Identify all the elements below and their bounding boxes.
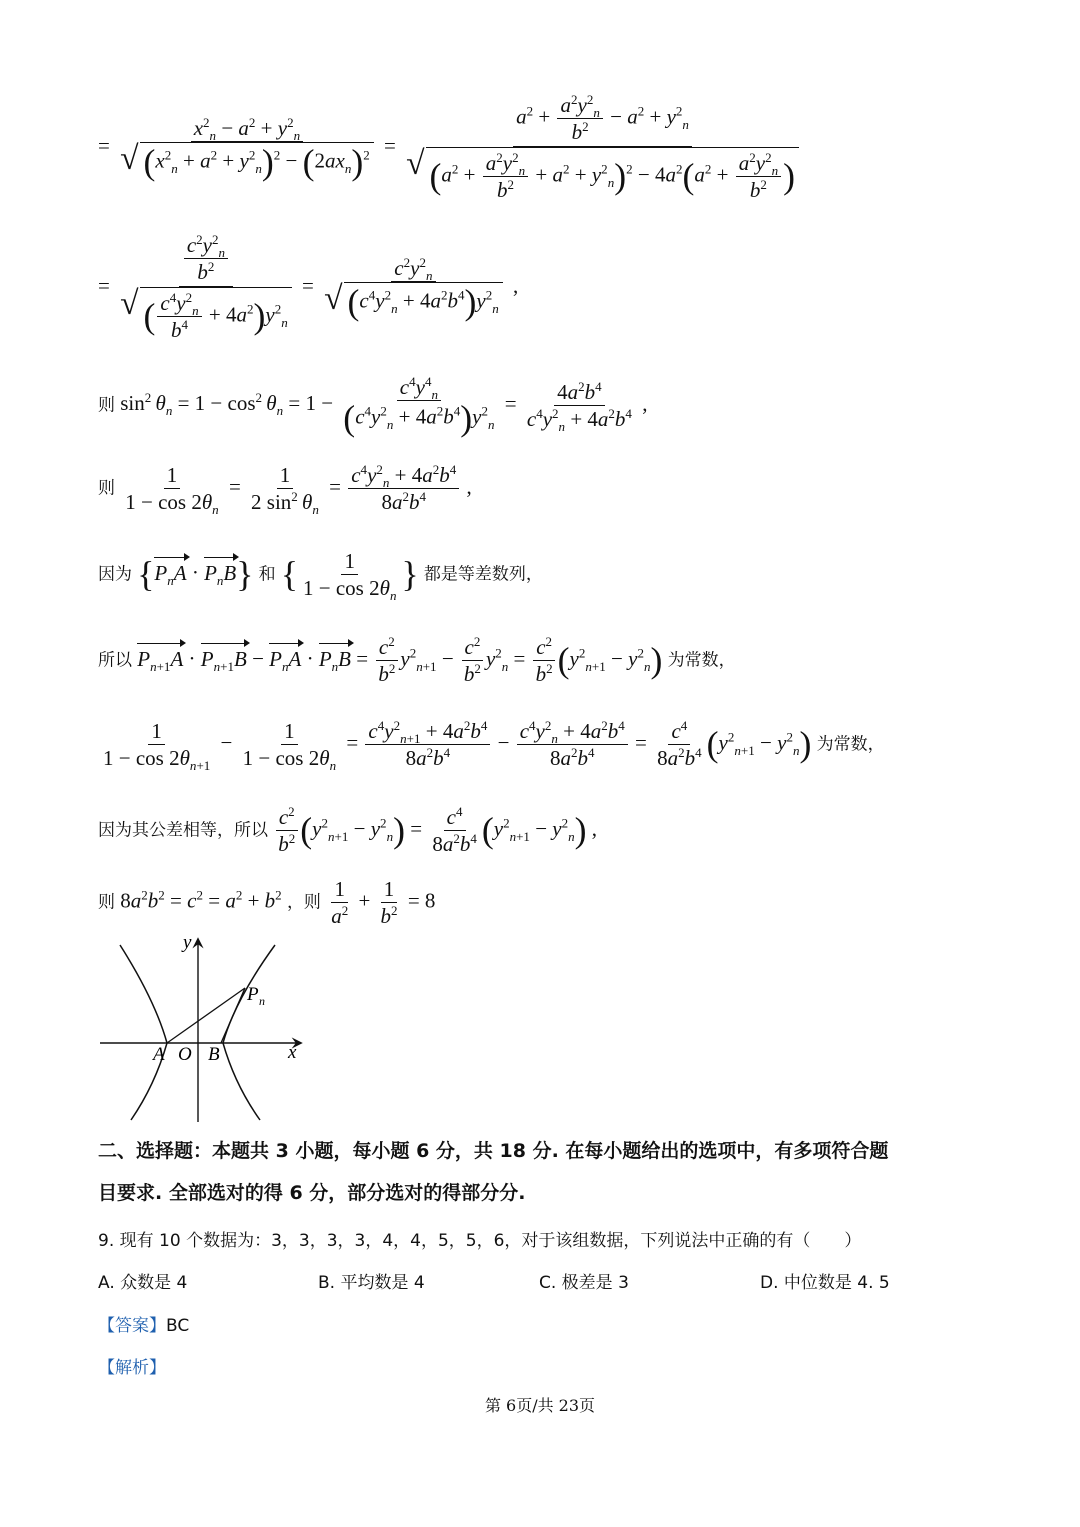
b-label: B [208,1044,220,1065]
hyperbola-left-branch [120,945,167,1120]
section-heading [98,1130,998,1214]
because-and: 和 [258,564,276,585]
option-b: B. 平均数是 4 [318,1273,425,1293]
hyperbola-figure [95,930,315,1126]
diff-suffix: 为常数， [816,734,885,755]
section-title-line-2: 目要求. 全部选对的得 6 分，部分选对的得部分分. [98,1182,526,1204]
a-label: A [153,1044,165,1065]
analysis-tag: 【解析】 [98,1358,166,1378]
sin-line-prefix: 则 [98,395,115,416]
pn-label: P [247,984,259,1005]
x-axis-label: x [288,1042,297,1063]
hyperbola-right-branch [223,945,275,1120]
so-prefix: 所以 [98,650,132,671]
so-suffix: 为常数， [667,650,736,671]
equal-difference-line: 因为其公差相等，所以 $\frac{c^2}{b^2}$ $(y^2_{n+1} - y^2_n)$ = $\frac{c^4}{8a^2b^4}$ $(y^2_{n+1} - y^2_n)$ , [98,804,598,857]
final-mid: ，则 [286,892,321,913]
reciprocal-difference-line: $\frac{1}{1 - \cos 2\theta_{n+1}}$ − $\frac{1}{1 - \cos 2\theta_n}$ = $\frac{c^4y^2_{n+1} + 4a^2b^4}{8a^2b^4}$ − $\frac{c^4y^2_n + 4a^2b^4}{8a^2b^4}$ = $\frac{c^4}{8a^2b^4}$ $(y^2_{n+1} - y^2_n)$ 为常数， [103,718,885,774]
equal-prefix: 因为其公差相等，所以 [98,820,268,841]
reciprocal-prefix: 则 [98,478,115,499]
page-footer: 第 6页/共 23页 [484,1396,596,1415]
because-suffix: 都是等差数列， [423,564,543,585]
option-a: A. 众数是 4 [98,1273,188,1293]
section-title-line-1: 二、选择题：本题共 3 小题，每小题 6 分，共 18 分. 在每小题给出的选项中，有多项符合题 [98,1140,889,1162]
because-sequences-line: 因为 $\{P_nA \cdot P_nB\}$ 和 { $\frac{1}{1 - \cos 2\theta_n}$ } 都是等差数列， [98,549,543,604]
y-axis-label: y [183,932,192,953]
so-difference-line: 所以 $P_{n+1}A \cdot P_{n+1}B - P_nA \cdot P_nB$ = $\frac{c^2}{b^2}$ $y^2_{n+1}$ − $\frac{c^2}{b^2}$ $y^2_n$ = $\frac{c^2}{b^2}$ $(y^2_{n+1} - y^2_n)$ 为常数， [98,634,736,687]
answer-tag: 【答案】 [98,1316,166,1336]
option-c: C. 极差是 3 [539,1273,629,1293]
question-stem: 9. 现有 10 个数据为：3，3，3，3，4，4，5，5，6，对于该组数据，下列说法中正确的有（ ） [98,1231,862,1251]
answer-value: BC [166,1316,190,1336]
cos-derivation-line-1: = $x^2_n - a^2 + y^2_n$ √ $(x^2_n + a^2 + y^2_n)^2 - (2ax_n)^2$ = $a^2$ + $\frac{a^2y^2_n}{b^2}$ − $a^2 + y^2_n$ √ ($a^2$ + $\frac{a^2y^2_n}{b^2}$ + $a^2 + y^2_n)^2 - 4a^2(a^2$ + $\frac{a^2y^2_n}{b^2}$ ) [98,92,804,203]
final-prefix: 则 [98,892,115,913]
pn-label-subscript: n [259,994,265,1008]
o-label: O [178,1044,192,1065]
reciprocal-line: 则 $\frac{1}{1 - \cos 2\theta_n}$ = $\frac{1}{2 \sin^2 \theta_n}$ = $\frac{c^4y^2_n + 4a^2b^4}{8a^2b^4}$ , [98,462,472,518]
cos-derivation-line-2: = $\frac{c^2y^2_n}{b^2}$ √ ( $\frac{c^4y^2_n}{b^4}$ + $4a^2)y^2_n$ = $c^2y^2_n$ √ $(c^4y^2_n + 4a^2b^4)y^2_n$ , [98,232,519,342]
because-prefix: 因为 [98,564,132,585]
option-d: D. 中位数是 4. 5 [760,1273,890,1293]
final-result-line: 则 $8a^2b^2 = c^2 = a^2 + b^2$ ，则 $\frac{1}{a^2}$ + $\frac{1}{b^2}$ = 8 [98,877,436,929]
answer-line [98,1311,189,1336]
sin-squared-line: 则 $\sin^2 \theta_n = 1 - \cos^2 \theta_n = 1$ − $\frac{c^4y^4_n}{(c^4y^2_n + 4a^2b^4)y^2_n}$ = $\frac{4a^2b^4}{c^4y^2_n + 4a^2b^4}$ , [98,374,648,439]
